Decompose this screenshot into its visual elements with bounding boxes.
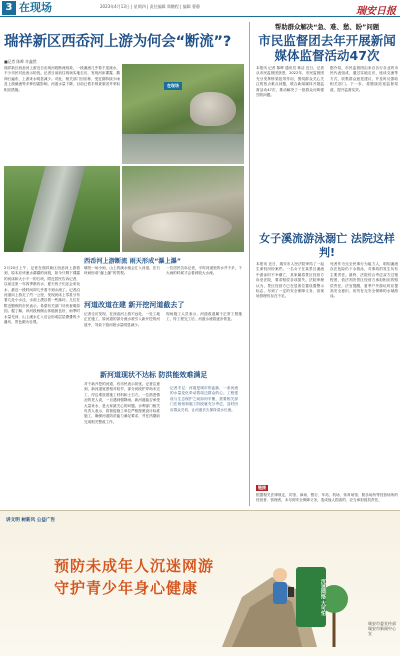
article-column-2b: 记者走访发现，在西岙河上游不远处，一处工地正在施工，原河道的部分流水被引入新开挖的河道中，导致下游河段水量明显减少。 [84,312,160,327]
article-column-3b: 现场施工人员表示，河道改道属于正常工程施工，待工程完工后，河道水流将逐步恢复。 [166,312,242,322]
ad-tag: 讲文明 树新风 公益广告 [6,518,56,523]
right-headline: 市民监督团去年开展新闻媒体监督活动47次 [258,33,396,63]
ad-slogan-line-2: 守护青少年身心健康 [54,579,199,597]
river-photo-main [122,64,244,164]
photo-tag: 在现场 [164,82,182,90]
link-box [256,474,398,504]
right-column-1: 本报讯 记者 陈晔 通讯员 林洁 近日，记者从市民监督团获悉，2022年，市民监督团充分发挥桥梁纽带作用，围绕群众关心关注的热点难点问题，联合新闻媒体开展监督活动47次，推动解决了一批群众反映强烈的问题。 [256,66,324,98]
article-column-1: 2月20日上午，记者在瑞祥新区西岙河上游看到，原本应该流水潺潺的河段，如今只剩下裸露的河床和大小不一的石块。附近居民告诉记者，以前这里一年四季都有水，夏天孩子们还会来玩水，最近一段时间却几乎看不到水流了。记者沿河道向上游走了约一公里，发现河床上零星分布着几处小水洼，水面上漂浮着一些落叶。几位在附近锻炼的市民表示，希望有关部门尽快查明原因。据了解，该河段两侧山体植被良好，雨季时水量充沛，山上溪水汇入后会形成层层叠叠的小瀑布，景色颇为壮观。 [4,266,80,325]
reporter-note [166,382,242,506]
public-service-ad [0,510,400,656]
ad-illustration [222,537,362,647]
right-kicker: 帮助群众解决“急、难、愁、盼”问题 [274,23,380,31]
right-headline-2: 女子溪流游泳溺亡 法院这样判! [259,232,395,259]
reporter-note-text: 记者手记：河道是城市的血脉，一条河流的水量变化牵动着周边群众的心。工程建设与生态保护之间如何平衡，需要相关部门在规划和施工阶段就充分考虑，及时回应群众关切，让河道长久保持清水长流。 [170,386,238,412]
article-column-2c: 对于新开挖的河道，有市民表示担忧。记者注意到，新河道宽度相对较窄，部分河段护岸尚未完工，岸边堆放着施工材料和土石方。一位熟悉情况的老人说，一旦遇到强降雨，新河道能否承受大量来水，是大家最关心的问题。水利部门相关负责人表示，将督促施工单位严格按照设计标准施工，确保河道防洪能力满足要求，并在汛期前完成相关整改工作。 [84,382,160,424]
section-title: 在现场 [19,1,52,14]
ad-child-body [273,582,287,604]
header-meta: 2023年4月13日 | 星期四 | 责任编辑 郑鹏程 | 编辑 曹静 [100,4,201,9]
ad-credit: 瑞安市委宣传部 瑞安市新闻中心 宣 [368,621,396,636]
article-column-2: 哪怕一场小雨，山上的溪水就会汇入河道，在石块间形成“瀑上瀑”的景观。 [84,266,160,276]
lead-paragraph: 瑞祥新区西岙河上游近日出现河段断流现象，一段溪流几乎看不见流水，不少市民对此表示担忧。记者日前前往现场实地走访，发现河床裸露、鹅卵石遍布，上游来水明显减少。对此，相关部门回应称，受近期持续少雨及上游截流等多种因素影响，河道水量下降，目前已着手排查原因并采取相应措施。 [4,66,120,92]
subheading-1: 河道改道在建 新开挖河道截去了 [84,301,185,309]
ad-child-head [273,568,287,582]
link-text: 根据相关法律规定，宾馆、商场、银行、车站、机场、体育场馆、娱乐场所等经营场所的经营者、管理者，未尽到安全保障义务，造成他人损害的，应当承担侵权责任。 [256,493,398,503]
subheading-2: 新河道现状不达标 防洪能效难满足 [100,371,208,379]
article-column-3: 一位居民告诉记者，平时河道里的水并不多，下大雨的时候才会看到较大水流。 [166,266,242,276]
ad-warning-sign: 沉迷网络 大可怕 [296,567,326,627]
column-divider [249,22,250,506]
stream [22,166,85,252]
right-column-3: 本报讯 近日，瑞安市人民法院审结了一起生命权纠纷案件。一名女子在某景区溪流中游泳时不幸溺亡，其家属将景区经营方诉至法院，要求赔偿各项损失。法院审理认为，景区经营方已在显著位置设置警示标志，尽到了一定的安全保障义务，但现场管理仍存在不足。 [256,262,324,299]
right-column-2: 据介绍，市民监督团由来自各行各业的市民代表组成，通过实地走访、座谈交流等方式，收集群众意见建议，并及时反馈给相关部门。下一步，将继续拓宽监督渠道，提升监督实效。 [330,66,398,92]
main-headline: 瑞祥新区西岙河上游为何会“断流”? [4,34,232,50]
page-number: 3 [2,1,16,15]
photo-caption: 西岙河上游断流 雨天形成“瀑上瀑” [84,258,181,265]
river-photo-left [4,166,120,252]
page-header [0,0,400,17]
river-photo-right [122,166,244,252]
ad-phone [288,587,294,597]
right-column-4: 死者作为完全民事行为能力人，明知溪流存在危险仍下水游泳，对事故的发生负有主要责任。最终，法院综合考虑双方过错程度，依法判决景区经营方承担相应的赔偿责任。法官提醒，夏季户外游玩时应提高安全意识，切勿在无安全保障的水域游泳。 [330,262,398,299]
newspaper-brand: 瑞安日报 [356,6,396,17]
river-water [122,134,244,164]
riverbed-stones [132,212,232,242]
byline: ■记者 陈晔 许鑫然 [4,59,37,64]
boulder [190,92,236,126]
link-tag: 链接 [258,485,266,490]
ad-slogan-line-1: 预防未成年人沉迷网游 [54,557,215,575]
